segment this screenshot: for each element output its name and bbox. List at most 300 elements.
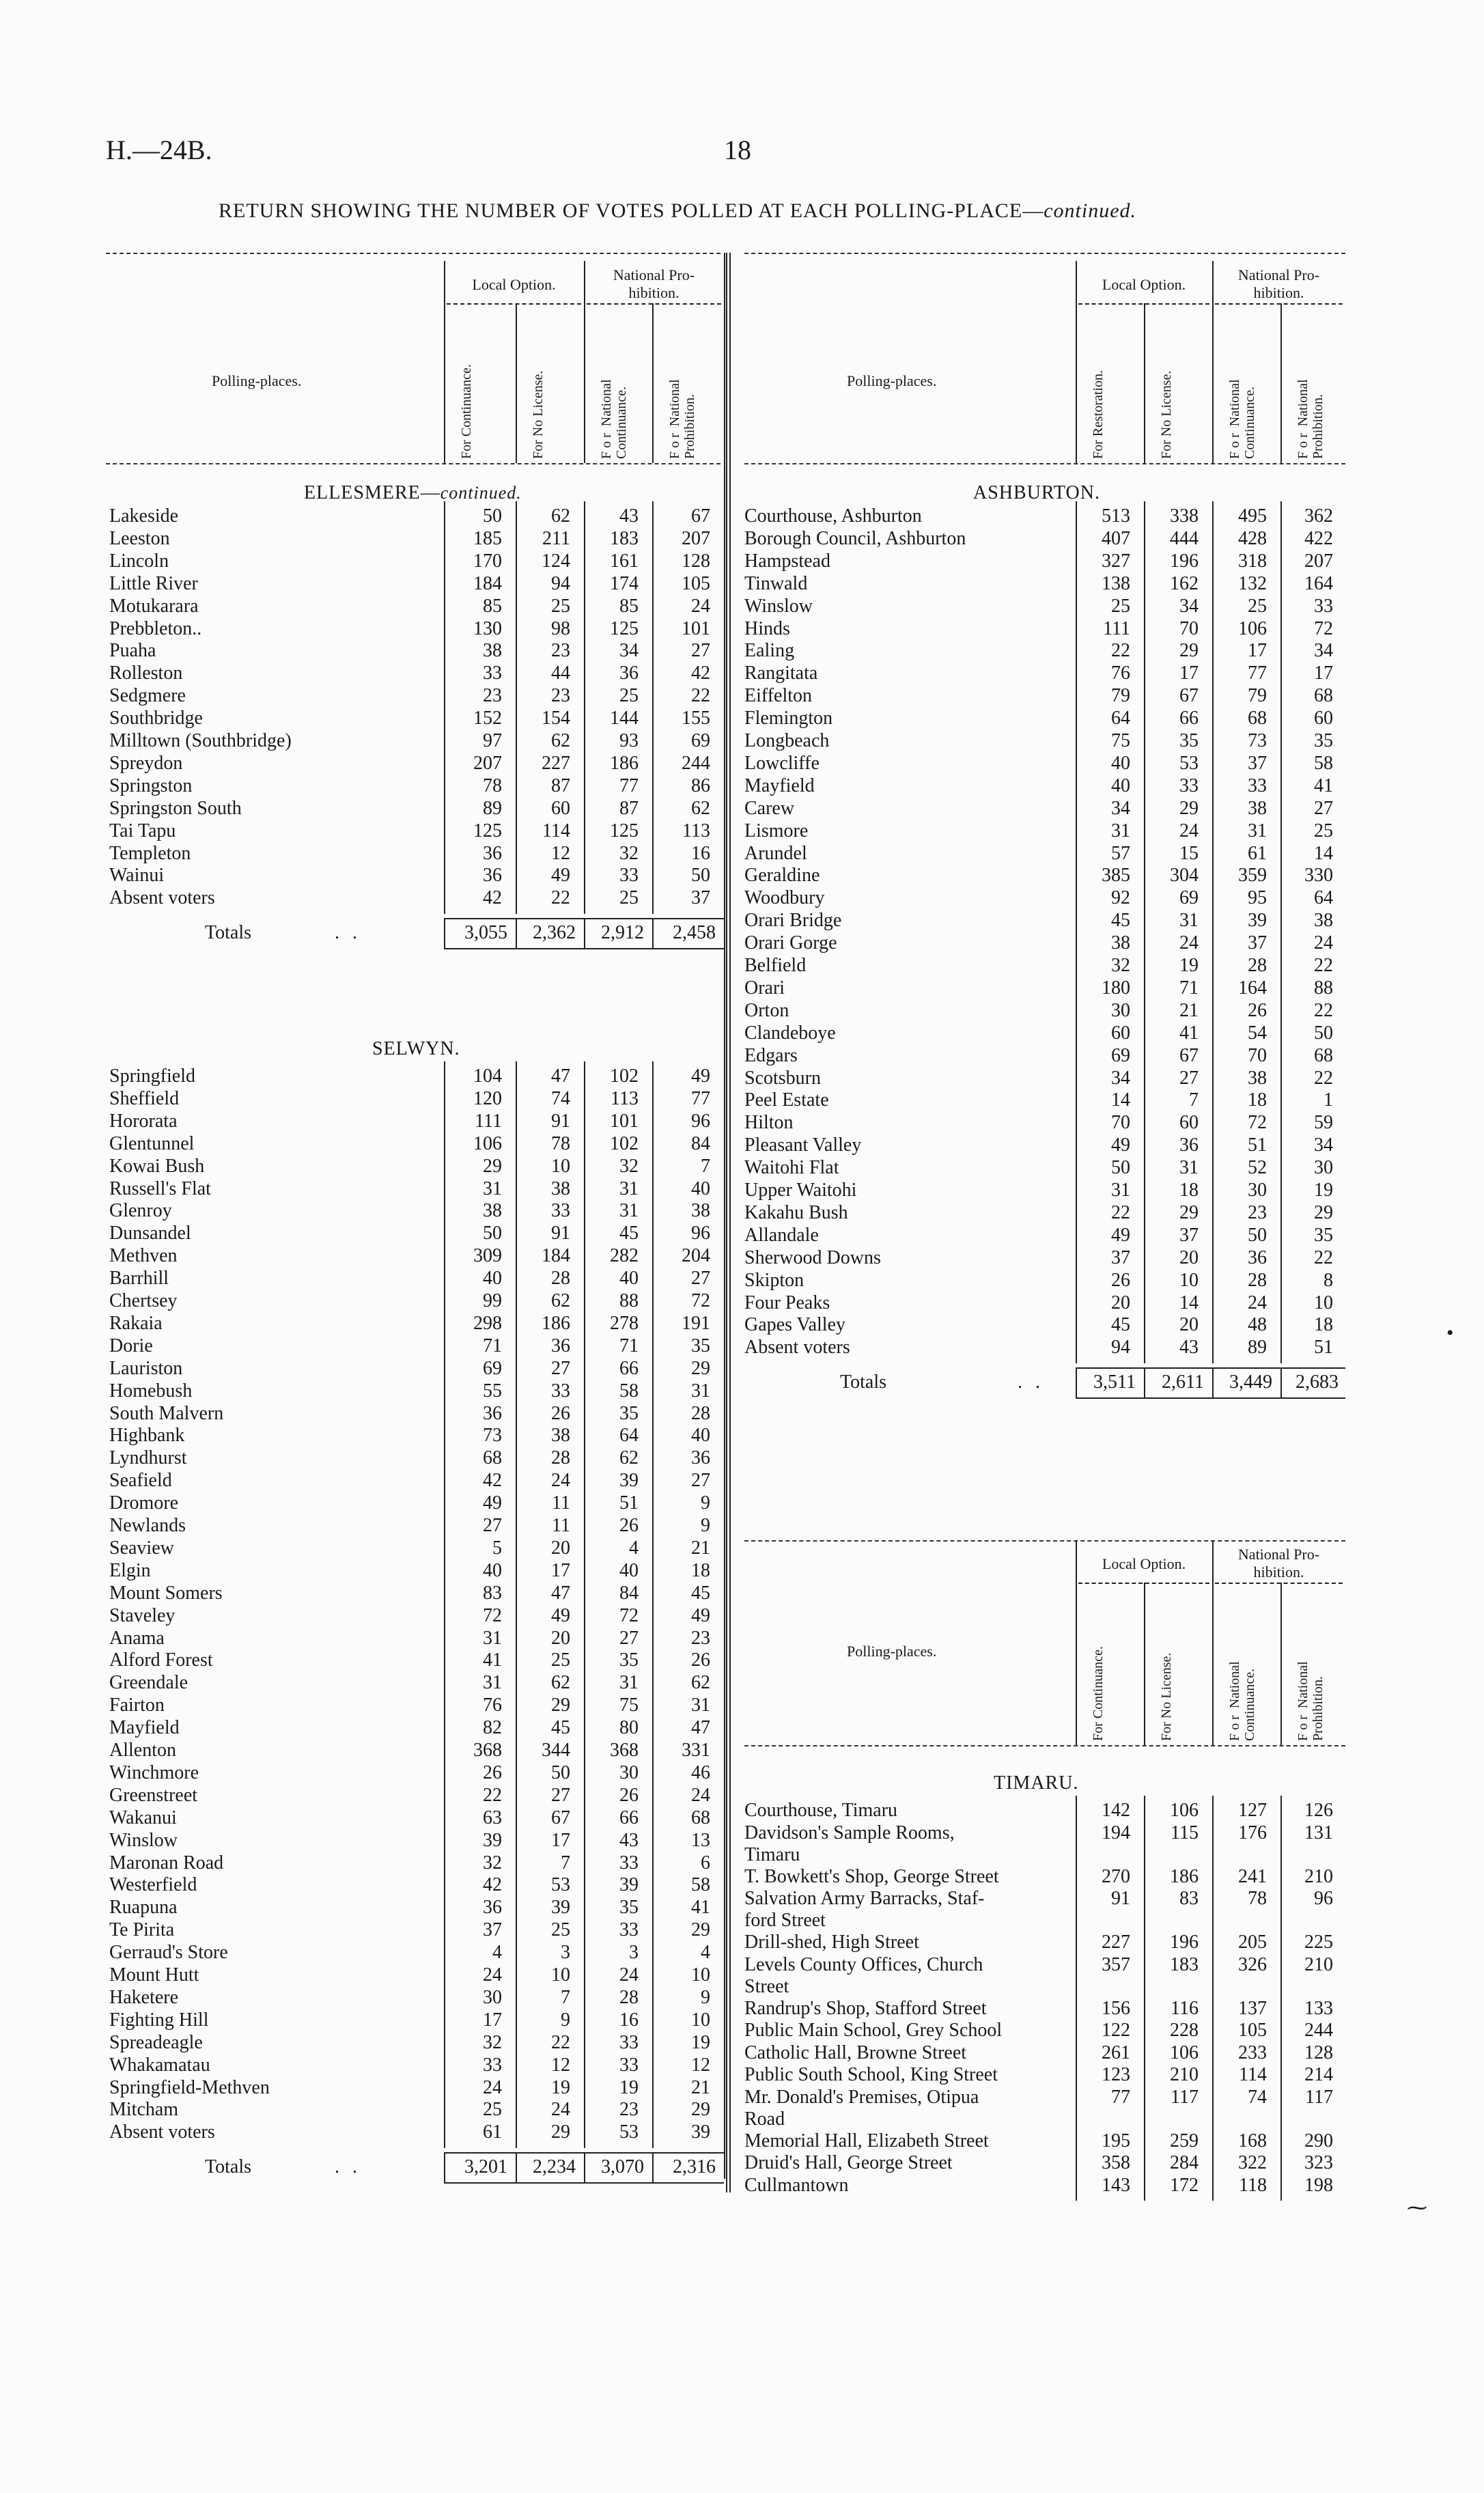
vote-count: 36 — [483, 1402, 502, 1424]
timaru-head-rule-top — [744, 1540, 1345, 1542]
vote-count: 26 — [551, 1402, 570, 1424]
vote-count: 58 — [1314, 752, 1333, 774]
place-name: Chertsey — [109, 1290, 178, 1311]
vote-count: 38 — [1111, 932, 1130, 954]
vote-count: 10 — [1179, 1269, 1199, 1291]
vote-count: 38 — [1248, 797, 1267, 819]
column-rule — [1280, 1796, 1282, 2201]
vote-count: 83 — [483, 1582, 502, 1604]
vote-count: 77 — [1248, 663, 1267, 684]
vote-count: 101 — [682, 617, 710, 639]
vote-count: 154 — [542, 708, 570, 729]
vote-count: 106 — [1170, 2042, 1199, 2063]
vote-count: 31 — [619, 1178, 639, 1199]
vote-count: 20 — [1111, 1292, 1130, 1313]
place-name: Rangitata — [744, 663, 818, 684]
vote-count: 186 — [542, 1312, 570, 1334]
place-name: Kowai Bush — [109, 1155, 205, 1177]
national-prohibition-heading: National Pro- hibition. — [1237, 1546, 1320, 1580]
vote-count: 67 — [551, 1807, 570, 1828]
vote-count: 31 — [619, 1200, 639, 1222]
table-row — [109, 887, 724, 909]
place-name: Levels County Offices, Church — [744, 1953, 983, 1975]
vote-count: 78 — [1248, 1888, 1267, 1909]
vote-count: 79 — [1111, 685, 1130, 707]
table-row — [744, 1800, 1345, 1822]
vote-count: 60 — [1179, 1112, 1199, 1134]
vote-count: 49 — [551, 865, 570, 887]
place-name: Orari Gorge — [744, 932, 837, 954]
place-name: Mr. Donald's Premises, Otipua — [744, 2086, 979, 2108]
place-name-continued: Timaru — [744, 1843, 800, 1865]
vote-count: 210 — [1304, 1865, 1333, 1887]
place-name: Little River — [109, 572, 198, 594]
table-row — [744, 1270, 1345, 1292]
place-name: T. Bowkett's Shop, George Street — [744, 1865, 999, 1887]
vote-count: 42 — [691, 663, 710, 684]
vote-count: 36 — [619, 663, 639, 684]
vote-count: 22 — [551, 2031, 570, 2053]
vote-count: 87 — [619, 797, 639, 819]
vote-count: 37 — [1179, 1224, 1199, 1246]
total-value: 2,683 — [1296, 1371, 1339, 1393]
vote-count: 68 — [691, 1807, 710, 1828]
place-name: Winchmore — [109, 1761, 199, 1783]
totals-label: Totals — [205, 2156, 252, 2178]
vote-count: 170 — [473, 550, 502, 572]
vote-count: 37 — [1111, 1246, 1130, 1268]
vote-count: 54 — [1248, 1022, 1267, 1044]
vote-count: 37 — [1248, 932, 1267, 954]
vote-count: 43 — [1179, 1337, 1199, 1359]
table-row — [109, 1492, 724, 1514]
place-name: Springston South — [109, 797, 242, 819]
vote-count: 33 — [619, 2054, 639, 2076]
table-row — [109, 663, 724, 684]
vote-count: 24 — [551, 2099, 570, 2121]
vote-count: 26 — [1248, 999, 1267, 1021]
vote-count: 94 — [551, 572, 570, 594]
vote-count: 41 — [1314, 775, 1333, 796]
vote-count: 29 — [1314, 1201, 1333, 1223]
vote-count: 84 — [691, 1132, 710, 1154]
table-row — [744, 685, 1345, 707]
vote-count: 37 — [1248, 752, 1267, 774]
vote-count: 72 — [483, 1604, 502, 1626]
place-name: Gerraud's Store — [109, 1942, 228, 1964]
vote-count: 185 — [473, 527, 502, 549]
place-name: Rolleston — [109, 663, 183, 684]
vote-count: 69 — [691, 730, 710, 751]
place-name: Public Main School, Grey School — [744, 2020, 1003, 2041]
vote-count: 26 — [483, 1761, 502, 1783]
vote-count: 19 — [691, 2031, 710, 2053]
vote-count: 123 — [1102, 2064, 1130, 2085]
vote-count: 50 — [551, 1761, 570, 1783]
vote-count: 33 — [483, 663, 502, 684]
vote-count: 23 — [483, 685, 502, 707]
vote-count: 33 — [619, 865, 639, 887]
vote-count: 191 — [682, 1312, 710, 1334]
table-row — [109, 1942, 724, 1964]
vote-count: 52 — [1248, 1157, 1267, 1179]
table-row — [109, 505, 724, 527]
vote-count: 55 — [483, 1380, 502, 1402]
vote-count: 75 — [1111, 730, 1130, 751]
vote-count: 4 — [492, 1942, 502, 1964]
vote-count: 19 — [619, 2076, 639, 2098]
place-name: Mayfield — [109, 1717, 180, 1739]
vote-count: 368 — [610, 1740, 639, 1761]
vote-count: 15 — [1179, 842, 1199, 864]
vote-count: 29 — [691, 1919, 710, 1941]
table-row — [744, 955, 1345, 977]
table-row — [109, 1785, 724, 1807]
vote-count: 196 — [1170, 1932, 1199, 1953]
vote-count: 11 — [552, 1492, 570, 1514]
table-row — [109, 1133, 724, 1155]
vote-count: 82 — [483, 1717, 502, 1739]
vote-count: 105 — [1238, 2020, 1267, 2041]
header-separator — [584, 261, 585, 463]
vote-count: 27 — [691, 1470, 710, 1492]
vote-count: 39 — [551, 1897, 570, 1919]
table-row — [109, 1583, 724, 1604]
header-separator — [444, 261, 445, 463]
vote-count: 3 — [629, 1942, 639, 1964]
vote-count: 38 — [483, 1200, 502, 1222]
vote-count: 61 — [1248, 842, 1267, 864]
vote-count: 76 — [1111, 663, 1130, 684]
vote-count: 24 — [1314, 932, 1333, 954]
vote-count: 4 — [629, 1537, 639, 1559]
vote-count: 24 — [551, 1470, 570, 1492]
vote-count: 62 — [619, 1447, 639, 1469]
place-name: Lyndhurst — [109, 1447, 187, 1469]
vote-count: 1 — [1324, 1089, 1333, 1111]
total-value: 3,201 — [464, 2156, 507, 2178]
vote-count: 96 — [691, 1110, 710, 1132]
vote-count: 20 — [1179, 1246, 1199, 1268]
header-separator — [1076, 1540, 1077, 1745]
totals-rule — [1144, 1367, 1145, 1397]
vote-count: 194 — [1102, 1822, 1130, 1843]
table-row — [109, 1358, 724, 1380]
totals-rule — [584, 2152, 585, 2182]
vote-count: 26 — [1111, 1269, 1130, 1291]
table-row — [109, 1470, 724, 1492]
table-row — [744, 1247, 1345, 1269]
place-name: Wainui — [109, 865, 165, 887]
vote-count: 120 — [473, 1087, 502, 1109]
vote-count: 29 — [483, 1155, 502, 1177]
vote-count: 23 — [551, 685, 570, 707]
vote-count: 73 — [1248, 730, 1267, 751]
vote-count: 77 — [1111, 2086, 1130, 2108]
total-value: 3,511 — [1093, 1371, 1136, 1393]
timaru-head-rule-bottom — [744, 1745, 1345, 1746]
vote-count: 47 — [691, 1717, 710, 1739]
vote-count: 94 — [1111, 1337, 1130, 1359]
vote-count: 26 — [619, 1784, 639, 1806]
vote-count: 28 — [551, 1447, 570, 1469]
vote-count: 19 — [551, 2076, 570, 2098]
vote-count: 30 — [1111, 999, 1130, 1021]
vote-count: 16 — [619, 2009, 639, 2031]
vote-count: 28 — [691, 1402, 710, 1424]
table-row — [744, 528, 1345, 550]
place-name: Sherwood Downs — [744, 1246, 881, 1268]
vote-count: 25 — [551, 595, 570, 617]
table-row — [744, 1932, 1345, 1953]
vote-count: 27 — [483, 1515, 502, 1536]
vote-count: 27 — [551, 1784, 570, 1806]
table-row — [744, 1225, 1345, 1246]
place-name: Greendale — [109, 1672, 188, 1694]
table-row — [109, 1987, 724, 2009]
national-rule — [1215, 1583, 1343, 1584]
vote-count: 210 — [1304, 1953, 1333, 1975]
vote-count: 244 — [1304, 2020, 1333, 2041]
place-name: Pleasant Valley — [744, 1134, 862, 1156]
place-name: Lakeside — [109, 505, 179, 527]
vote-count: 31 — [619, 1672, 639, 1694]
vote-count: 66 — [1179, 708, 1199, 729]
table-row — [109, 1628, 724, 1649]
totals-rule-top — [1076, 1367, 1345, 1369]
vote-count: 35 — [1179, 730, 1199, 751]
vote-count: 36 — [483, 842, 502, 864]
vote-count: 68 — [1248, 708, 1267, 729]
vote-count: 233 — [1238, 2042, 1267, 2063]
vote-count: 152 — [473, 708, 502, 729]
vote-count: 227 — [1102, 1932, 1130, 1953]
vote-count: 51 — [1314, 1337, 1333, 1359]
vote-count: 20 — [551, 1627, 570, 1649]
vote-count: 330 — [1304, 865, 1333, 887]
table-row — [744, 1292, 1345, 1314]
vote-count: 88 — [1314, 977, 1333, 999]
table-row — [109, 2009, 724, 2031]
margin-stroke: ⁓ — [1407, 2197, 1427, 2219]
vote-count: 46 — [691, 1761, 710, 1783]
column-heading-2: For No License. — [531, 370, 546, 459]
vote-count: 12 — [551, 2054, 570, 2076]
vote-count: 41 — [483, 1649, 502, 1671]
vote-count: 71 — [1179, 977, 1199, 999]
vote-count: 444 — [1170, 527, 1199, 549]
vote-count: 91 — [1111, 1888, 1130, 1909]
timaru-title: TIMARU. — [994, 1772, 1079, 1794]
vote-count: 27 — [691, 640, 710, 662]
vote-count: 92 — [1111, 887, 1130, 909]
vote-count: 25 — [551, 1649, 570, 1671]
place-name: Randrup's Shop, Stafford Street — [744, 1997, 987, 2019]
vote-count: 138 — [1102, 572, 1130, 594]
table-row — [109, 1560, 724, 1582]
header-separator — [1076, 261, 1077, 463]
vote-count: 64 — [1314, 887, 1333, 909]
vote-count: 16 — [691, 842, 710, 864]
vote-count: 45 — [619, 1223, 639, 1244]
table-row — [109, 640, 724, 662]
vote-count: 125 — [610, 820, 639, 841]
vote-count: 25 — [1314, 820, 1333, 841]
vote-count: 32 — [483, 2031, 502, 2053]
vote-count: 156 — [1102, 1997, 1130, 2019]
vote-count: 72 — [1314, 617, 1333, 639]
totals-label: Totals — [840, 1371, 887, 1393]
vote-count: 51 — [619, 1492, 639, 1514]
table-row — [109, 1245, 724, 1267]
vote-count: 422 — [1304, 527, 1333, 549]
vote-count: 184 — [473, 572, 502, 594]
table-row — [109, 618, 724, 640]
vote-count: 11 — [552, 1515, 570, 1536]
vote-count: 31 — [691, 1695, 710, 1716]
vote-count: 50 — [1248, 1224, 1267, 1246]
vote-count: 30 — [1248, 1180, 1267, 1201]
vote-count: 20 — [1179, 1314, 1199, 1336]
table-row — [109, 775, 724, 797]
vote-count: 70 — [1179, 617, 1199, 639]
table-row — [109, 1313, 724, 1335]
vote-count: 88 — [619, 1290, 639, 1311]
table-row — [109, 708, 724, 729]
place-name: Tai Tapu — [109, 820, 176, 841]
place-name: Lismore — [744, 820, 809, 841]
vote-count: 18 — [1248, 1089, 1267, 1111]
vote-count: 34 — [1111, 797, 1130, 819]
vote-count: 64 — [619, 1425, 639, 1447]
vote-count: 45 — [1111, 1314, 1130, 1336]
vote-count: 67 — [691, 505, 710, 527]
place-name: Cullmantown — [744, 2174, 849, 2196]
table-row — [744, 505, 1345, 527]
vote-count: 30 — [619, 1761, 639, 1783]
totals-dots: . . — [335, 2156, 361, 2178]
vote-count: 27 — [691, 1268, 710, 1290]
vote-count: 99 — [483, 1290, 502, 1311]
table-row — [109, 1403, 724, 1425]
vote-count: 27 — [1314, 797, 1333, 819]
place-name: Lowcliffe — [744, 752, 820, 774]
table-row — [744, 2087, 1345, 2130]
total-value: 2,362 — [533, 922, 576, 944]
vote-count: 31 — [483, 1178, 502, 1199]
place-name: Spreydon — [109, 752, 183, 774]
table-row — [744, 2175, 1345, 2197]
vote-count: 358 — [1102, 2152, 1130, 2173]
vote-count: 36 — [1248, 1246, 1267, 1268]
place-name: Upper Waitohi — [744, 1180, 857, 1201]
vote-count: 39 — [619, 1874, 639, 1896]
section-continued: continued. — [440, 483, 522, 503]
vote-count: 142 — [1102, 1800, 1130, 1821]
vote-count: 10 — [691, 1964, 710, 1986]
right-table — [744, 253, 1345, 2196]
table-row — [744, 2152, 1345, 2174]
table-row — [744, 1337, 1345, 1359]
margin-dot: • — [1446, 1322, 1454, 1344]
vote-count: 36 — [1179, 1134, 1199, 1156]
table-row — [109, 1762, 724, 1784]
vote-count: 57 — [1111, 842, 1130, 864]
vote-count: 64 — [1111, 708, 1130, 729]
vote-count: 210 — [1170, 2064, 1199, 2085]
column-rule — [1212, 1796, 1214, 2201]
vote-count: 17 — [551, 1559, 570, 1581]
table-row — [109, 1897, 724, 1919]
vote-count: 186 — [1170, 1865, 1199, 1887]
place-name: Westerfield — [109, 1874, 197, 1896]
vote-count: 38 — [1248, 1067, 1267, 1089]
vote-count: 362 — [1304, 505, 1333, 527]
place-name: Whakamatau — [109, 2054, 210, 2076]
table-row — [744, 1112, 1345, 1134]
vote-count: 106 — [473, 1132, 502, 1154]
place-name: Methven — [109, 1245, 178, 1267]
vote-count: 34 — [1179, 595, 1199, 617]
vote-count: 7 — [561, 1852, 570, 1874]
table-row — [109, 1672, 724, 1694]
totals-rule — [584, 918, 585, 948]
place-name: South Malvern — [109, 1402, 224, 1424]
vote-count: 83 — [1179, 1888, 1199, 1909]
vote-count: 10 — [551, 1964, 570, 1986]
vote-count: 70 — [1111, 1112, 1130, 1134]
vote-count: 62 — [551, 730, 570, 751]
vote-count: 30 — [1314, 1157, 1333, 1179]
table-row — [109, 1335, 724, 1357]
vote-count: 111 — [475, 1110, 502, 1132]
header-separator — [1280, 303, 1282, 463]
place-name: Orton — [744, 999, 789, 1021]
vote-count: 304 — [1170, 865, 1199, 887]
vote-count: 50 — [1111, 1157, 1130, 1179]
vote-count: 49 — [1111, 1224, 1130, 1246]
vote-count: 161 — [610, 550, 639, 572]
table-row — [109, 1223, 724, 1244]
vote-count: 71 — [619, 1335, 639, 1356]
place-name: Springfield — [109, 1066, 195, 1087]
vote-count: 58 — [619, 1380, 639, 1402]
table-row — [109, 753, 724, 775]
totals-rule — [1280, 1367, 1282, 1397]
vote-count: 105 — [682, 572, 710, 594]
column-heading-4: F o r National Prohibition. — [1296, 379, 1326, 459]
vote-count: 29 — [551, 2121, 570, 2143]
total-value: 3,070 — [601, 2156, 644, 2178]
vote-count: 41 — [691, 1897, 710, 1919]
place-name: Scotsburn — [744, 1067, 821, 1089]
vote-count: 27 — [551, 1357, 570, 1379]
table-row — [744, 551, 1345, 572]
vote-count: 96 — [1314, 1888, 1333, 1909]
vote-count: 72 — [1248, 1112, 1267, 1134]
vote-count: 368 — [473, 1740, 502, 1761]
vote-count: 39 — [691, 2121, 710, 2143]
vote-count: 132 — [1238, 572, 1267, 594]
section-name: SELWYN. — [372, 1038, 460, 1059]
vote-count: 22 — [1111, 1201, 1130, 1223]
vote-count: 34 — [1111, 1067, 1130, 1089]
place-name: Lauriston — [109, 1357, 183, 1379]
place-name: Springston — [109, 775, 193, 796]
totals-dots: . . — [335, 922, 361, 944]
place-name: Hilton — [744, 1112, 794, 1134]
total-value: 2,316 — [673, 2156, 716, 2178]
